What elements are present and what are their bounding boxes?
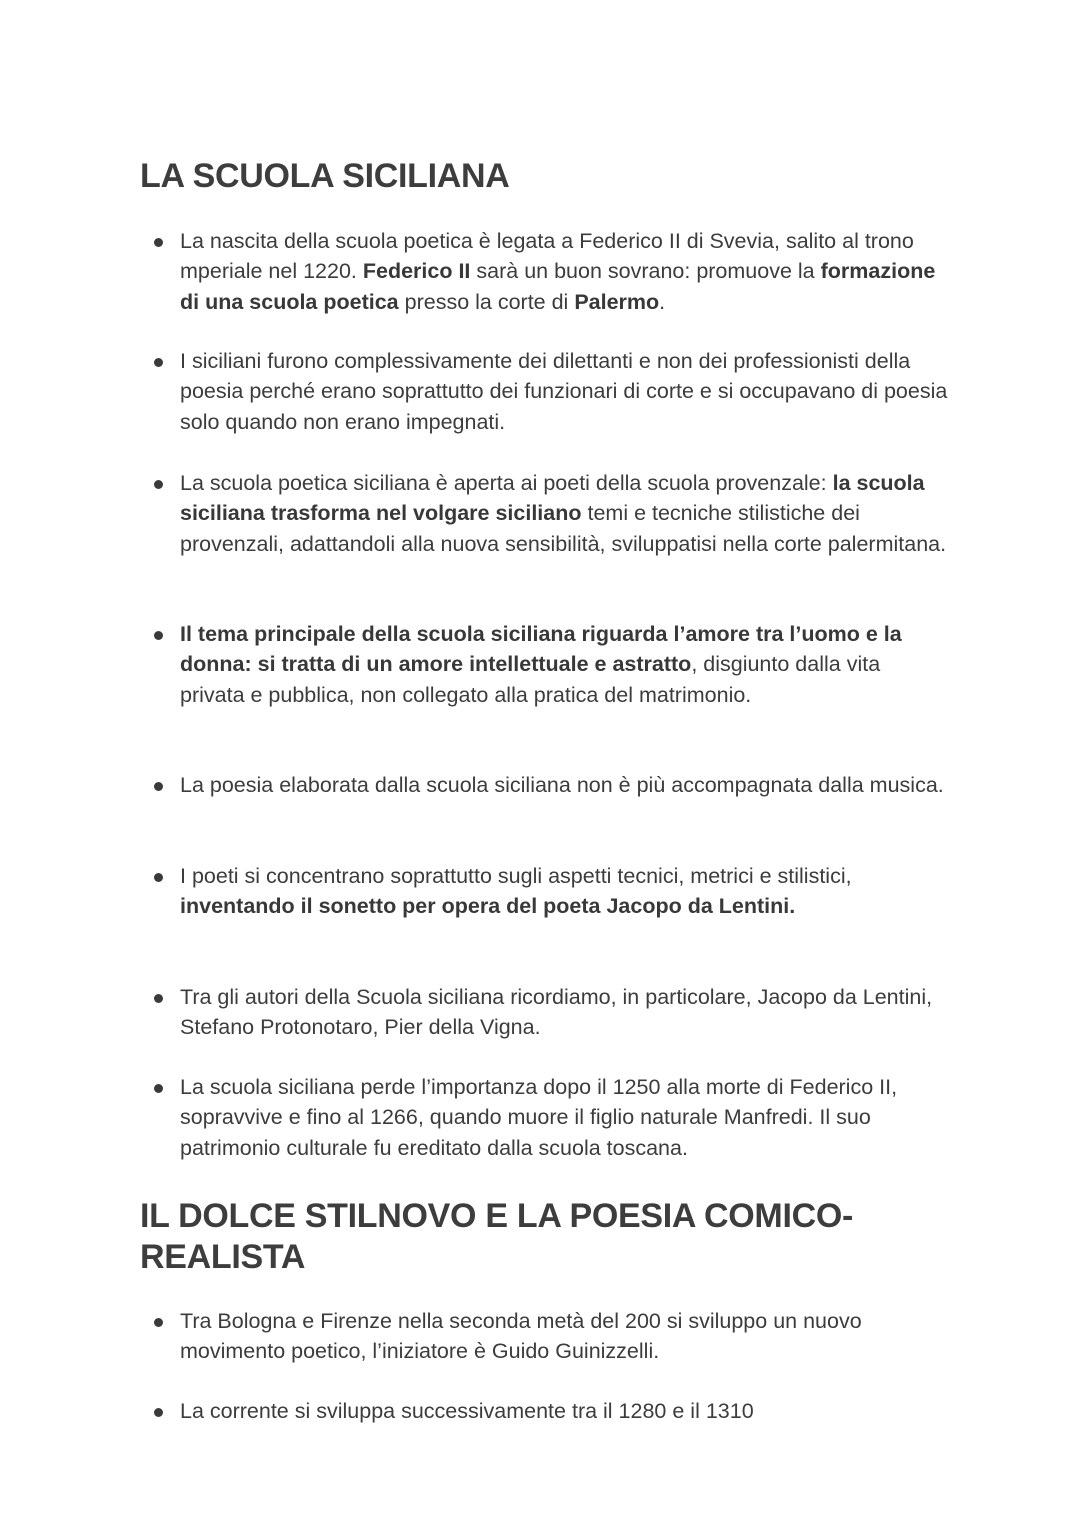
list-item: La nascita della scuola poetica è legata a Federico II di Svevia, salito al trono mperiale nel 1220. Federico II sarà un buon sovrano: promuove la formazione di una scuola poetica presso la corte di Palermo.: [180, 226, 950, 317]
list-item: I poeti si concentrano soprattutto sugli aspetti tecnici, metrici e stilistici, inventando il sonetto per opera del poeta Jacopo da Lentini.: [180, 861, 950, 922]
list-item: I siciliani furono complessivamente dei dilettanti e non dei professionisti della poesia perché erano soprattutto dei funzionari di corte e si occupavano di poesia solo quando non erano impegnati.: [180, 346, 950, 437]
list-item: Il tema principale della scuola siciliana riguarda l’amore tra l’uomo e la donna: si tratta di un amore intellettuale e astratto, disgiunto dalla vita privata e pubblica, non collegato alla pratica del matrimonio.: [180, 619, 950, 710]
list-item: La scuola siciliana perde l’importanza dopo il 1250 alla morte di Federico II, sopravvive e fino al 1266, quando muore il figlio naturale Manfredi. Il suo patrimonio culturale fu ereditato dalla scuola toscana.: [180, 1072, 950, 1163]
list-item: La poesia elaborata dalla scuola siciliana non è più accompagnata dalla musica.: [180, 770, 950, 800]
section-title-dolce-stilnovo: IL DOLCE STILNOVO E LA POESIA COMICO-REALISTA: [140, 1197, 854, 1276]
list-item: Tra Bologna e Firenze nella seconda metà del 200 si sviluppo un nuovo movimento poetico, l’iniziatore è Guido Guinizzelli.: [180, 1306, 950, 1367]
section-title-scuola-siciliana: LA SCUOLA SICILIANA: [140, 157, 510, 195]
list-item: La scuola poetica siciliana è aperta ai poeti della scuola provenzale: la scuola siciliana trasforma nel volgare siciliano temi e tecniche stilistiche dei provenzali, adattandoli alla nuova sensibilità, sviluppatisi nella corte palermitana.: [180, 468, 950, 559]
list-item: Tra gli autori della Scuola siciliana ricordiamo, in particolare, Jacopo da Lentini, Stefano Protonotaro, Pier della Vigna.: [180, 982, 950, 1043]
list-item: La corrente si sviluppa successivamente tra il 1280 e il 1310: [180, 1396, 950, 1426]
